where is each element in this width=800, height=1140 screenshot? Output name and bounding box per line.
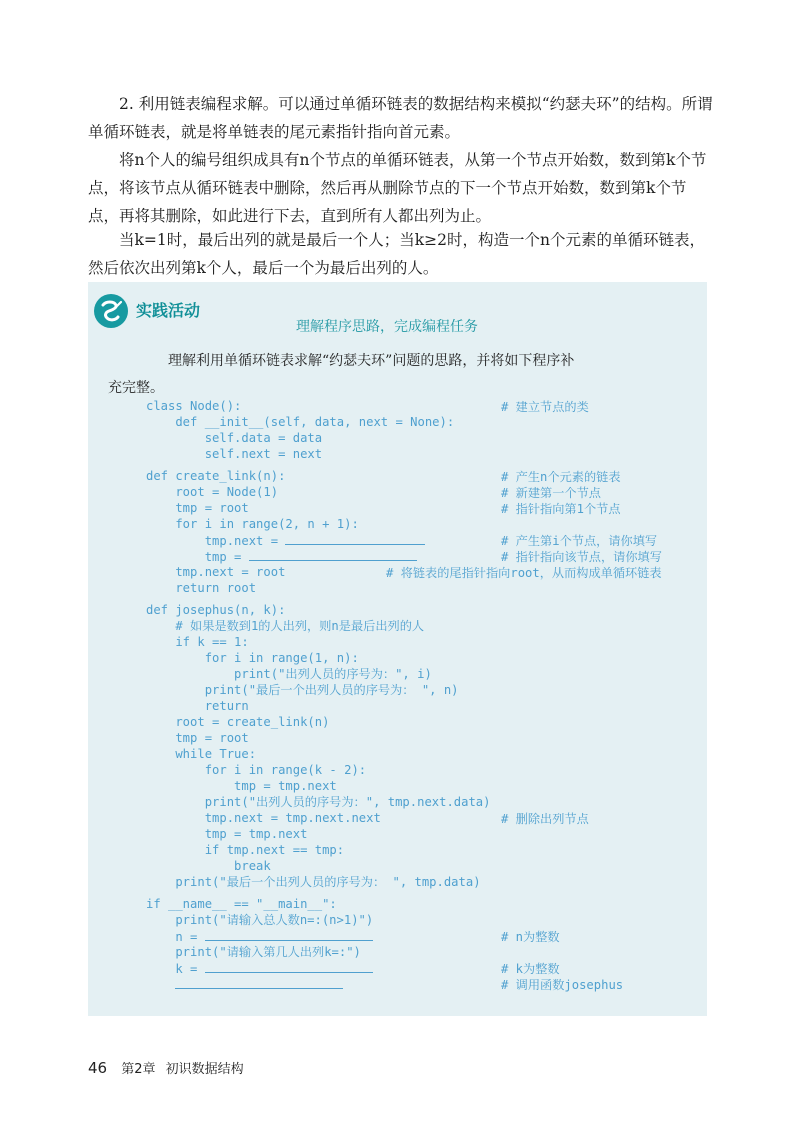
- fill-in-blank[interactable]: [249, 548, 417, 561]
- code-line: if __name__ == "__main__":: [146, 897, 337, 911]
- code-comment: # 产生n个元素的链表: [501, 470, 621, 484]
- code-line: print("出列人员的序号为：", tmp.next.data): [146, 795, 491, 809]
- code-line: if k == 1:: [146, 635, 249, 649]
- code-line: self.next = next: [146, 447, 323, 461]
- fill-in-blank[interactable]: [285, 532, 425, 545]
- code-line: while True:: [146, 747, 257, 761]
- code-line: tmp.next =: [146, 534, 286, 548]
- paragraph-2: 将n个人的编号组织成具有n个节点的单循环链表，从第一个节点开始数，数到第k个节点，将该节点从循环链表中删除，然后再从删除节点的下一个节点开始数，数到第k个节点，再将其删除，如此进行下去，直到所有人都出列为止。: [88, 151, 707, 225]
- code-line: print("最后一个出列人员的序号为： ", n): [146, 683, 459, 697]
- code-comment: # 指针指向第1个节点: [501, 502, 621, 516]
- code-comment: # 删除出列节点: [501, 812, 589, 826]
- code-line: root = Node(1): [146, 485, 279, 499]
- activity-badge-icon: [94, 294, 128, 328]
- fill-in-blank[interactable]: [205, 960, 373, 973]
- code-line: root = create_link(n): [146, 715, 330, 729]
- code-line: class Node():: [146, 399, 242, 413]
- code-line: def create_link(n):: [146, 469, 286, 483]
- code-line: return root: [146, 581, 257, 595]
- code-line: print("请输入第几人出列k=:"): [146, 945, 361, 959]
- activity-title: 实践活动: [136, 301, 201, 320]
- code-line: for i in range(2, n + 1):: [146, 517, 359, 531]
- code-line: print("请输入总人数n=:(n>1)"): [146, 913, 374, 927]
- practice-activity-box: [88, 282, 707, 1016]
- code-line: for i in range(k - 2):: [146, 763, 367, 777]
- code-comment: # 建立节点的类: [501, 400, 589, 414]
- code-line: tmp = root: [146, 501, 249, 515]
- code-line: for i in range(1, n):: [146, 651, 359, 665]
- activity-subtitle: 理解程序思路，完成编程任务: [296, 319, 478, 335]
- code-line: def josephus(n, k):: [146, 603, 286, 617]
- page-number: 46: [88, 1059, 108, 1077]
- code-line: tmp.next = tmp.next.next: [146, 811, 381, 825]
- code-comment: # 将链表的尾指针指向root，从而构成单循环链表: [386, 566, 662, 580]
- chapter-title: 初识数据结构: [165, 1062, 244, 1077]
- code-comment: # n为整数: [501, 930, 560, 944]
- code-line: tmp =: [146, 550, 249, 564]
- code-line: tmp.next = root: [146, 565, 286, 579]
- code-line: print("最后一个出列人员的序号为： ", tmp.data): [146, 875, 481, 889]
- page-footer: [88, 1058, 244, 1077]
- fill-in-blank[interactable]: [205, 928, 373, 941]
- code-comment: # 指针指向该节点，请你填写: [501, 550, 662, 564]
- paragraph-3: 当k=1时，最后出列的就是最后一个人；当k≥2时，构造一个n个元素的单循环链表，然后依次出列第k个人，最后一个为最后出列的人。: [88, 231, 705, 277]
- fill-in-blank[interactable]: [175, 976, 343, 989]
- code-line: tmp = root: [146, 731, 249, 745]
- code-line: k =: [146, 962, 205, 976]
- code-line: print("出列人员的序号为：", i): [146, 667, 432, 681]
- code-line: # 如果是数到1的人出列，则n是最后出列的人: [146, 619, 425, 633]
- code-comment: # k为整数: [501, 962, 560, 976]
- activity-intro-line-1: 理解利用单循环链表求解“约瑟夫环”问题的思路，并将如下程序补: [168, 353, 575, 369]
- paragraph-1: 2. 利用链表编程求解。可以通过单循环链表的数据结构来模拟“约瑟夫环”的结构。所谓单循环链表，就是将单链表的尾元素指针指向首元素。: [88, 95, 713, 141]
- code-line: break: [146, 859, 271, 873]
- code-comment: # 新建第一个节点: [501, 486, 601, 500]
- chapter-number: 第2章: [121, 1062, 156, 1077]
- code-line: return: [146, 699, 249, 713]
- code-line: if tmp.next == tmp:: [146, 843, 345, 857]
- code-line: tmp = tmp.next: [146, 827, 308, 841]
- code-line: self.data = data: [146, 431, 323, 445]
- activity-intro-line-2: 充完整。: [108, 380, 164, 396]
- code-line: n =: [146, 930, 205, 944]
- code-line: def __init__(self, data, next = None):: [146, 415, 455, 429]
- code-comment: # 产生第i个节点，请你填写: [501, 534, 658, 548]
- code-comment: # 调用函数josephus: [501, 978, 624, 992]
- code-line: tmp = tmp.next: [146, 779, 337, 793]
- activity-intro: [108, 348, 678, 402]
